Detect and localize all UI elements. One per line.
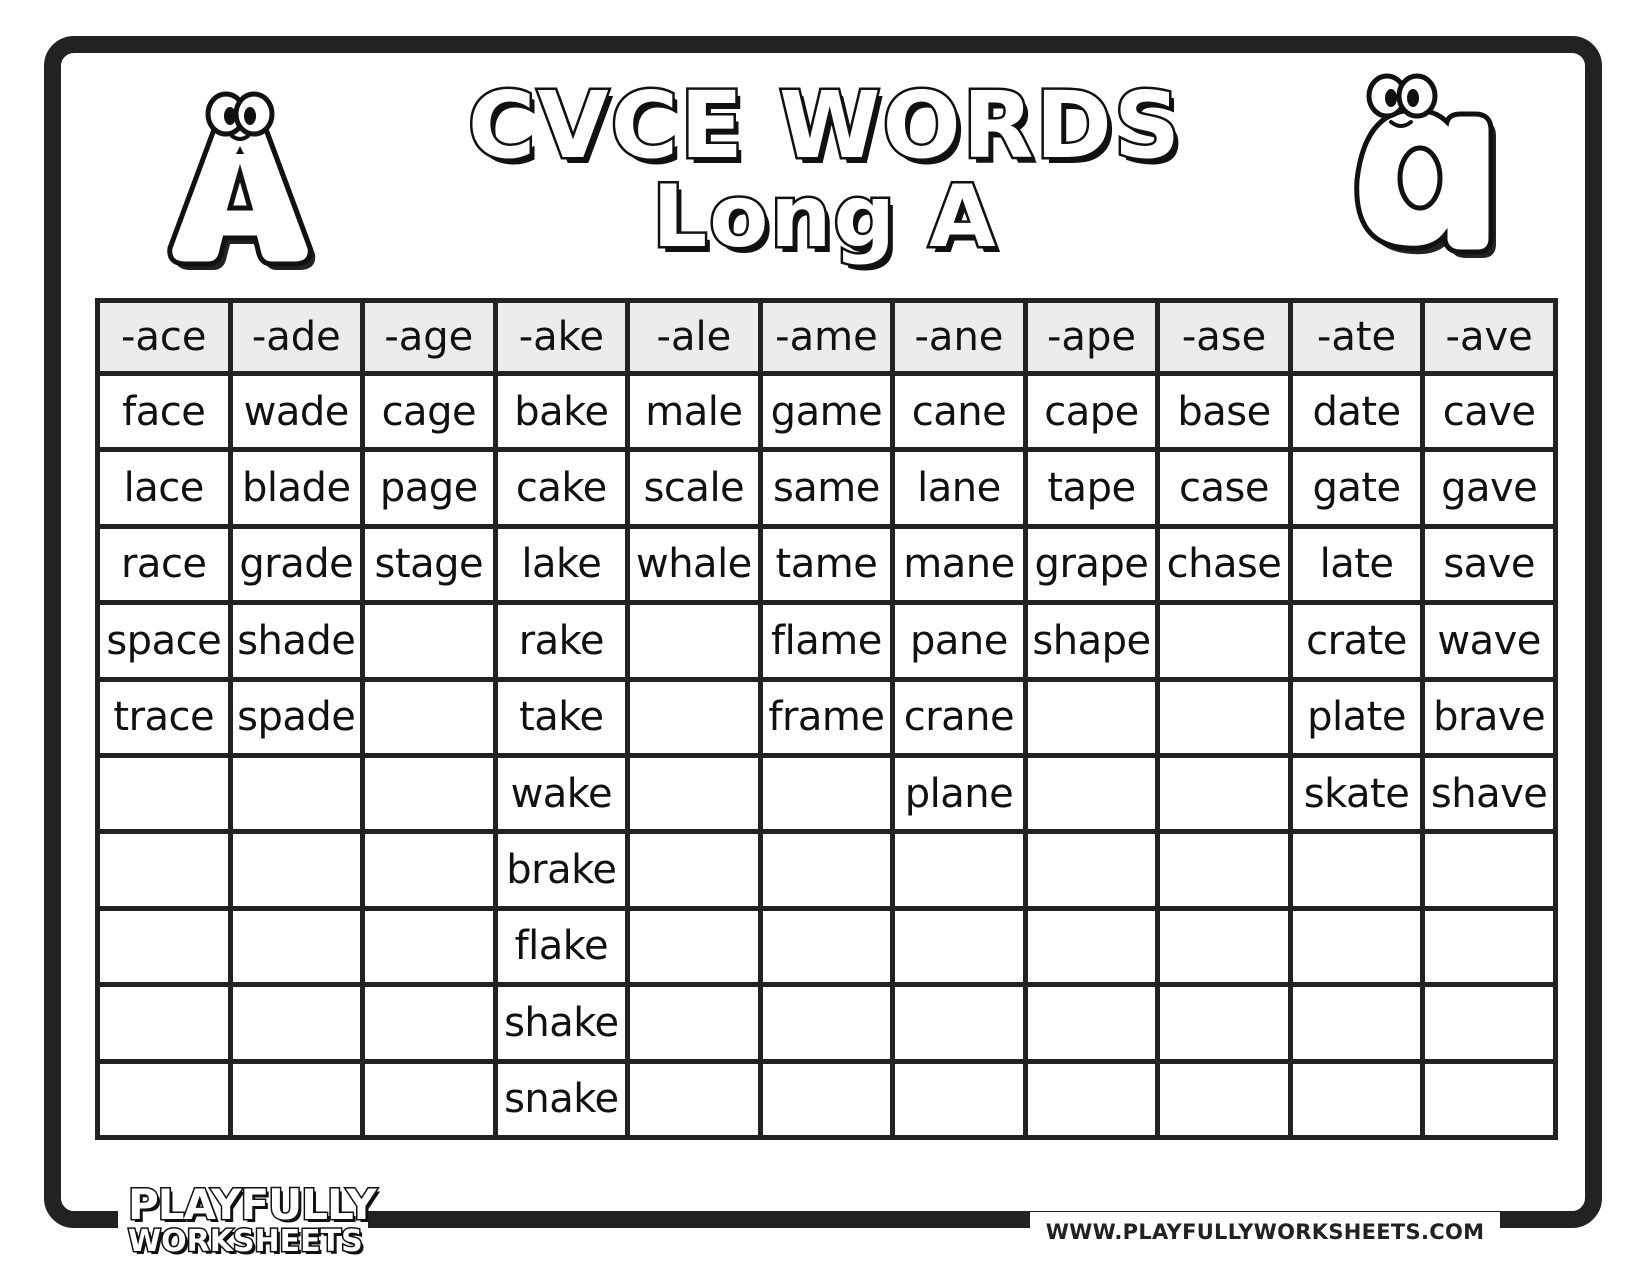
word-cell: [1423, 908, 1556, 984]
word-cell: [893, 832, 1026, 908]
column-header: -ape: [1025, 301, 1158, 374]
word-cell: cake: [495, 450, 628, 526]
table-row: [98, 526, 1556, 602]
word-cell: [760, 985, 893, 1061]
word-cell: face: [98, 374, 231, 450]
word-cell: [1158, 755, 1291, 831]
word-cell: skate: [1290, 755, 1423, 831]
word-cell: gate: [1290, 450, 1423, 526]
word-cell: [628, 985, 761, 1061]
column-header: -ade: [230, 301, 363, 374]
word-cell: [1158, 1061, 1291, 1137]
word-cell: [760, 1061, 893, 1137]
word-cell: [363, 832, 496, 908]
column-header: -ane: [893, 301, 1026, 374]
word-cell: [230, 985, 363, 1061]
word-cell: rake: [495, 603, 628, 679]
table-row: [98, 603, 1556, 679]
word-cell: flake: [495, 908, 628, 984]
word-cell: cape: [1025, 374, 1158, 450]
word-cell: [363, 1061, 496, 1137]
word-cell: date: [1290, 374, 1423, 450]
word-cell: [628, 908, 761, 984]
logo-line-2: WORKSHEETS: [128, 1224, 363, 1259]
table-row: [98, 908, 1556, 984]
word-cell: gave: [1423, 450, 1556, 526]
worksheet-title: [440, 72, 1210, 267]
word-cell: [628, 1061, 761, 1137]
word-cell: [1423, 832, 1556, 908]
word-cell: frame: [760, 679, 893, 755]
word-cell: [98, 985, 231, 1061]
word-cell: save: [1423, 526, 1556, 602]
word-cell: [363, 679, 496, 755]
word-cell: wade: [230, 374, 363, 450]
word-cell: whale: [628, 526, 761, 602]
word-cell: [98, 908, 231, 984]
column-header: -ale: [628, 301, 761, 374]
word-cell: snake: [495, 1061, 628, 1137]
word-cell: plate: [1290, 679, 1423, 755]
word-cell: [893, 908, 1026, 984]
table-row: [98, 450, 1556, 526]
word-cell: cave: [1423, 374, 1556, 450]
word-cell: tame: [760, 526, 893, 602]
word-cell: spade: [230, 679, 363, 755]
word-cell: [893, 985, 1026, 1061]
table-row: [98, 832, 1556, 908]
word-cell: [1025, 679, 1158, 755]
word-cell: [628, 603, 761, 679]
word-cell: grape: [1025, 526, 1158, 602]
word-cell: stage: [363, 526, 496, 602]
table-row: [98, 679, 1556, 755]
column-header: -ase: [1158, 301, 1291, 374]
word-cell: base: [1158, 374, 1291, 450]
word-cell: cage: [363, 374, 496, 450]
word-cell: [1423, 1061, 1556, 1137]
word-cell: shade: [230, 603, 363, 679]
column-header: -ate: [1290, 301, 1423, 374]
column-header: -ame: [760, 301, 893, 374]
word-cell: [1025, 832, 1158, 908]
footer-url-container: [1030, 1212, 1500, 1252]
word-cell: cane: [893, 374, 1026, 450]
word-cell: [1290, 985, 1423, 1061]
lowercase-a-mascot-icon: [1345, 70, 1505, 265]
word-cell: [628, 832, 761, 908]
word-cell: game: [760, 374, 893, 450]
word-cell: brake: [495, 832, 628, 908]
word-cell: [1158, 832, 1291, 908]
word-cell: [1025, 985, 1158, 1061]
word-cell: [1290, 832, 1423, 908]
word-cell: shave: [1423, 755, 1556, 831]
word-cell: [1158, 603, 1291, 679]
word-cell: [363, 755, 496, 831]
word-cell: pane: [893, 603, 1026, 679]
word-cell: mane: [893, 526, 1026, 602]
table-row: [98, 755, 1556, 831]
word-cell: [1423, 985, 1556, 1061]
word-cell: scale: [628, 450, 761, 526]
word-cell: [1025, 908, 1158, 984]
website-url: WWW.PLAYFULLYWORKSHEETS.COM: [1045, 1220, 1485, 1244]
word-cell: [363, 603, 496, 679]
word-cell: trace: [98, 679, 231, 755]
word-cell: [1290, 1061, 1423, 1137]
word-cell: case: [1158, 450, 1291, 526]
table-row: [98, 985, 1556, 1061]
word-cell: take: [495, 679, 628, 755]
word-cell: chase: [1158, 526, 1291, 602]
column-header: -ace: [98, 301, 231, 374]
word-cell: [98, 755, 231, 831]
word-cell: shape: [1025, 603, 1158, 679]
table-header-row: [98, 301, 1556, 374]
word-cell: late: [1290, 526, 1423, 602]
column-header: -ave: [1423, 301, 1556, 374]
logo-line-1: PLAYFULLY: [128, 1180, 376, 1229]
word-cell: [628, 679, 761, 755]
word-cell: [1025, 1061, 1158, 1137]
uppercase-a-mascot-icon: [160, 78, 320, 273]
word-cell: [230, 908, 363, 984]
word-cell: race: [98, 526, 231, 602]
title-main: CVCE WORDS: [467, 72, 1183, 179]
word-cell: space: [98, 603, 231, 679]
word-cell: [628, 755, 761, 831]
word-cell: wake: [495, 755, 628, 831]
word-cell: plane: [893, 755, 1026, 831]
word-cell: [230, 1061, 363, 1137]
word-cell: [760, 755, 893, 831]
word-cell: [230, 755, 363, 831]
word-cell: brave: [1423, 679, 1556, 755]
word-cell: [98, 1061, 231, 1137]
word-cell: lace: [98, 450, 231, 526]
word-cell: lane: [893, 450, 1026, 526]
word-cell: grade: [230, 526, 363, 602]
word-cell: same: [760, 450, 893, 526]
brand-logo: [118, 1180, 376, 1264]
table-row: [98, 374, 1556, 450]
word-cell: [1158, 985, 1291, 1061]
word-cell: [1025, 755, 1158, 831]
column-header: -age: [363, 301, 496, 374]
word-cell: [1290, 908, 1423, 984]
word-cell: [893, 1061, 1026, 1137]
word-cell: bake: [495, 374, 628, 450]
word-cell: wave: [1423, 603, 1556, 679]
word-cell: [230, 832, 363, 908]
column-header: -ake: [495, 301, 628, 374]
word-cell: [363, 908, 496, 984]
word-cell: [98, 832, 231, 908]
word-cell: blade: [230, 450, 363, 526]
word-cell: [760, 832, 893, 908]
title-sub: Long A: [652, 167, 998, 267]
word-cell: page: [363, 450, 496, 526]
word-cell: [363, 985, 496, 1061]
word-cell: tape: [1025, 450, 1158, 526]
table-row: [98, 1061, 1556, 1137]
word-cell: [1158, 908, 1291, 984]
word-cell: male: [628, 374, 761, 450]
word-cell: shake: [495, 985, 628, 1061]
cvce-word-table: [95, 298, 1558, 1140]
word-cell: crane: [893, 679, 1026, 755]
word-cell: crate: [1290, 603, 1423, 679]
word-cell: lake: [495, 526, 628, 602]
word-cell: [760, 908, 893, 984]
word-cell: [1158, 679, 1291, 755]
word-cell: flame: [760, 603, 893, 679]
